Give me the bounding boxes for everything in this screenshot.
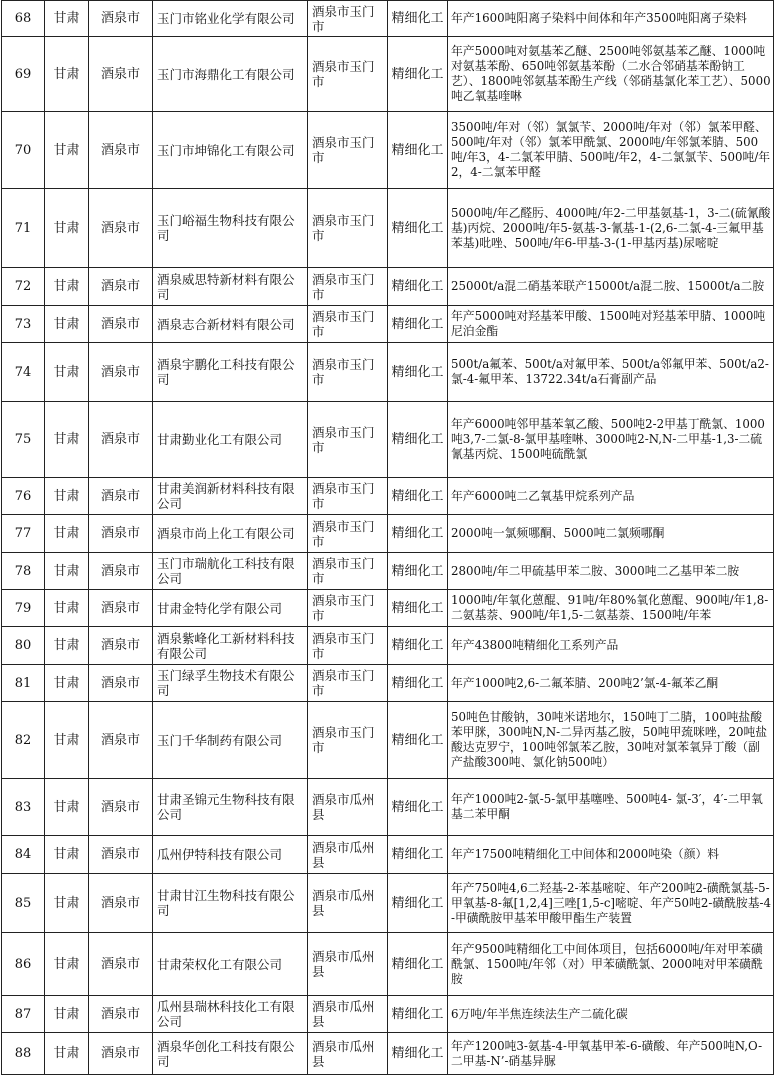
- province-cell: 甘肃: [45, 996, 89, 1033]
- city-cell: 酒泉市: [89, 996, 153, 1033]
- row-number: 72: [2, 268, 45, 306]
- city-cell: 酒泉市: [89, 112, 153, 189]
- row-number: 76: [2, 478, 45, 515]
- location-cell: 酒泉市瓜州县: [308, 933, 388, 996]
- products-cell: 年产5000吨对氨基苯乙醚、2500吨邻氨基苯乙醚、1000吨对氨基苯酚、650吨邻氨基苯酚（二水合邻硝基苯酚钠工艺）、1800吨邻氨基苯酚生产线（邻硝基氯化苯工艺）、5000吨乙氧基喹啉: [448, 37, 774, 112]
- industry-cell: 精细化工: [388, 933, 448, 996]
- products-cell: 年产6000吨二乙氧基甲烷系列产品: [448, 478, 774, 515]
- province-cell: 甘肃: [45, 836, 89, 874]
- products-cell: 年产17500吨精细化工中间体和2000吨染（颜）料: [448, 836, 774, 874]
- industry-cell: 精细化工: [388, 836, 448, 874]
- province-cell: 甘肃: [45, 402, 89, 478]
- province-cell: 甘肃: [45, 112, 89, 189]
- table-row: [2, 665, 774, 702]
- table-row: [2, 779, 774, 836]
- industry-cell: 精细化工: [388, 478, 448, 515]
- location-cell: 酒泉市瓜州县: [308, 874, 388, 933]
- company-cell: 玉门市海鼎化工有限公司: [153, 37, 308, 112]
- industry-cell: 精细化工: [388, 590, 448, 627]
- products-cell: 2800吨/年二甲硫基甲苯二胺、3000吨二乙基甲苯二胺: [448, 553, 774, 590]
- city-cell: 酒泉市: [89, 402, 153, 478]
- company-cell: 玉门峪福生物科技有限公司: [153, 189, 308, 268]
- table-row: [2, 515, 774, 553]
- city-cell: 酒泉市: [89, 1033, 153, 1075]
- row-number: 82: [2, 702, 45, 779]
- industry-cell: 精细化工: [388, 189, 448, 268]
- location-cell: 酒泉市玉门市: [308, 1, 388, 37]
- products-cell: 年产1000吨2-氯-5-氯甲基噻唑、500吨4- 氯-3′，4′-二甲氧基二苯甲酮: [448, 779, 774, 836]
- city-cell: 酒泉市: [89, 268, 153, 306]
- table-row: [2, 836, 774, 874]
- table-row: [2, 553, 774, 590]
- row-number: 78: [2, 553, 45, 590]
- province-cell: 甘肃: [45, 189, 89, 268]
- city-cell: 酒泉市: [89, 665, 153, 702]
- products-cell: 年产6000吨邻甲基苯氧乙酸、500吨2-2甲基丁酰氯、1000吨3,7-二氯-8-氯甲基喹啉、3000吨2-N,N-二甲基-1,3-二硫氰基丙烷、1500吨硫酰氯: [448, 402, 774, 478]
- company-cell: 玉门市瑞航化工科技有限公司: [153, 553, 308, 590]
- location-cell: 酒泉市玉门市: [308, 665, 388, 702]
- products-cell: 年产43800吨精细化工系列产品: [448, 627, 774, 665]
- company-cell: 酒泉威思特新材料有限公司: [153, 268, 308, 306]
- province-cell: 甘肃: [45, 874, 89, 933]
- location-cell: 酒泉市玉门市: [308, 402, 388, 478]
- city-cell: 酒泉市: [89, 1, 153, 37]
- industry-cell: 精细化工: [388, 779, 448, 836]
- row-number: 84: [2, 836, 45, 874]
- products-cell: 2000吨一氯频哪酮、5000吨二氯频哪酮: [448, 515, 774, 553]
- company-cell: 甘肃美润新材料科技有限公司: [153, 478, 308, 515]
- industry-cell: 精细化工: [388, 37, 448, 112]
- industry-cell: 精细化工: [388, 996, 448, 1033]
- row-number: 83: [2, 779, 45, 836]
- row-number: 85: [2, 874, 45, 933]
- province-cell: 甘肃: [45, 627, 89, 665]
- row-number: 79: [2, 590, 45, 627]
- industry-cell: 精细化工: [388, 665, 448, 702]
- province-cell: 甘肃: [45, 515, 89, 553]
- location-cell: 酒泉市玉门市: [308, 515, 388, 553]
- enterprise-table: [1, 0, 774, 1075]
- industry-cell: 精细化工: [388, 112, 448, 189]
- row-number: 87: [2, 996, 45, 1033]
- industry-cell: 精细化工: [388, 702, 448, 779]
- table-row: [2, 478, 774, 515]
- location-cell: 酒泉市玉门市: [308, 112, 388, 189]
- products-cell: 1000吨/年氧化蒽醌、91吨/年80%氧化蒽醌、900吨/年1,8-二氨基萘、900吨/年1,5-二氨基萘、1500吨/年苯: [448, 590, 774, 627]
- province-cell: 甘肃: [45, 268, 89, 306]
- province-cell: 甘肃: [45, 933, 89, 996]
- industry-cell: 精细化工: [388, 515, 448, 553]
- location-cell: 酒泉市玉门市: [308, 37, 388, 112]
- row-number: 68: [2, 1, 45, 37]
- industry-cell: 精细化工: [388, 627, 448, 665]
- province-cell: 甘肃: [45, 665, 89, 702]
- industry-cell: 精细化工: [388, 1, 448, 37]
- province-cell: 甘肃: [45, 1, 89, 37]
- company-cell: 玉门绿孚生物技术有限公司: [153, 665, 308, 702]
- company-cell: 酒泉志合新材料有限公司: [153, 306, 308, 343]
- city-cell: 酒泉市: [89, 933, 153, 996]
- row-number: 81: [2, 665, 45, 702]
- city-cell: 酒泉市: [89, 515, 153, 553]
- company-cell: 玉门市铭业化学有限公司: [153, 1, 308, 37]
- province-cell: 甘肃: [45, 553, 89, 590]
- location-cell: 酒泉市玉门市: [308, 590, 388, 627]
- location-cell: 酒泉市玉门市: [308, 306, 388, 343]
- industry-cell: 精细化工: [388, 1033, 448, 1075]
- products-cell: 年产1000吨2,6-二氟苯腈、200吨2’氯-4-氟苯乙酮: [448, 665, 774, 702]
- city-cell: 酒泉市: [89, 590, 153, 627]
- company-cell: 酒泉宇鹏化工科技有限公司: [153, 343, 308, 402]
- row-number: 73: [2, 306, 45, 343]
- province-cell: 甘肃: [45, 343, 89, 402]
- company-cell: 玉门市坤锦化工有限公司: [153, 112, 308, 189]
- location-cell: 酒泉市玉门市: [308, 478, 388, 515]
- table-row: [2, 874, 774, 933]
- location-cell: 酒泉市玉门市: [308, 189, 388, 268]
- products-cell: 年产9500吨精细化工中间体项目，包括6000吨/年对甲苯磺酰氯、1500吨/年邻（对）甲苯磺酰氯、2000吨对甲苯磺酰胺: [448, 933, 774, 996]
- products-cell: 6万吨/年半焦连续法生产二硫化碳: [448, 996, 774, 1033]
- products-cell: 3500吨/年对（邻）氯氯苄、2000吨/年对（邻）氯苯甲醛、500吨/年对（邻）氯苯甲酰氯、2000吨/年邻氯苯腈、500吨/年3，4-二氯苯甲腈、500吨/年2，4-二氯氯苄、500吨/年2，4-二氯苯甲醛: [448, 112, 774, 189]
- industry-cell: 精细化工: [388, 553, 448, 590]
- row-number: 80: [2, 627, 45, 665]
- table-row: [2, 402, 774, 478]
- products-cell: 50吨色甘酸钠，30吨米诺地尔，150吨丁二腈，100吨盐酸苯甲脒，300吨N,N-二异丙基乙胺，50吨甲巯咪唑，20吨盐酸达克罗宁，100吨邻氯苯乙胺，30吨对氯苯氧异丁酸（副产盐酸300吨、氯化钠500吨）: [448, 702, 774, 779]
- company-cell: 甘肃勤业化工有限公司: [153, 402, 308, 478]
- province-cell: 甘肃: [45, 478, 89, 515]
- table-row: [2, 112, 774, 189]
- table-row: [2, 1033, 774, 1075]
- table-row: [2, 1, 774, 37]
- province-cell: 甘肃: [45, 37, 89, 112]
- city-cell: 酒泉市: [89, 702, 153, 779]
- row-number: 69: [2, 37, 45, 112]
- products-cell: 年产750吨4,6二羟基-2-苯基嘧啶、年产200吨2-磺酰氯基-5-甲氧基-8-氟[1,2,4]三唑[1,5-c]嘧啶、年产50吨2-磺酰胺基-4-甲磺酰胺甲基苯甲酸甲酯生产装置: [448, 874, 774, 933]
- province-cell: 甘肃: [45, 779, 89, 836]
- location-cell: 酒泉市玉门市: [308, 343, 388, 402]
- company-cell: 酒泉紫峰化工新材料科技有限公司: [153, 627, 308, 665]
- company-cell: 瓜州伊特科技有限公司: [153, 836, 308, 874]
- city-cell: 酒泉市: [89, 306, 153, 343]
- row-number: 70: [2, 112, 45, 189]
- province-cell: 甘肃: [45, 702, 89, 779]
- city-cell: 酒泉市: [89, 836, 153, 874]
- row-number: 71: [2, 189, 45, 268]
- table-row: [2, 996, 774, 1033]
- table-row: [2, 627, 774, 665]
- company-cell: 瓜州县瑞林科技化工有限公司: [153, 996, 308, 1033]
- location-cell: 酒泉市瓜州县: [308, 1033, 388, 1075]
- industry-cell: 精细化工: [388, 306, 448, 343]
- company-cell: 酒泉华创化工科技有限公司: [153, 1033, 308, 1075]
- location-cell: 酒泉市玉门市: [308, 268, 388, 306]
- company-cell: 酒泉市尚上化工有限公司: [153, 515, 308, 553]
- location-cell: 酒泉市瓜州县: [308, 996, 388, 1033]
- province-cell: 甘肃: [45, 1033, 89, 1075]
- table-row: [2, 933, 774, 996]
- city-cell: 酒泉市: [89, 343, 153, 402]
- row-number: 86: [2, 933, 45, 996]
- products-cell: 5000吨/年乙醛肟、4000吨/年2-二甲基氨基-1，3-二(硫氰酸基)丙烷、2000吨/年5-氨基-3-氰基-1-(2,6-二氯-4-三氟甲基苯基)吡唑、500吨/年6-甲基-3-(1-甲基丙基)尿嘧啶: [448, 189, 774, 268]
- company-cell: 甘肃金特化学有限公司: [153, 590, 308, 627]
- row-number: 88: [2, 1033, 45, 1075]
- city-cell: 酒泉市: [89, 478, 153, 515]
- products-cell: 500t/a氟苯、500t/a对氟甲苯、500t/a邻氟甲苯、500t/a2-氯-4-氟甲苯、13722.34t/a石膏副产品: [448, 343, 774, 402]
- location-cell: 酒泉市玉门市: [308, 702, 388, 779]
- city-cell: 酒泉市: [89, 189, 153, 268]
- products-cell: 年产5000吨对羟基苯甲酸、1500吨对羟基苯甲腈、1000吨尼泊金酯: [448, 306, 774, 343]
- province-cell: 甘肃: [45, 590, 89, 627]
- city-cell: 酒泉市: [89, 874, 153, 933]
- products-cell: 25000t/a混二硝基苯联产15000t/a混二胺、15000t/a二胺: [448, 268, 774, 306]
- city-cell: 酒泉市: [89, 37, 153, 112]
- city-cell: 酒泉市: [89, 779, 153, 836]
- row-number: 75: [2, 402, 45, 478]
- province-cell: 甘肃: [45, 306, 89, 343]
- table-row: [2, 343, 774, 402]
- row-number: 77: [2, 515, 45, 553]
- location-cell: 酒泉市瓜州县: [308, 836, 388, 874]
- city-cell: 酒泉市: [89, 627, 153, 665]
- table-row: [2, 590, 774, 627]
- table-row: [2, 37, 774, 112]
- table-row: [2, 306, 774, 343]
- company-cell: 甘肃荣权化工有限公司: [153, 933, 308, 996]
- industry-cell: 精细化工: [388, 268, 448, 306]
- table-row: [2, 702, 774, 779]
- table-row: [2, 268, 774, 306]
- row-number: 74: [2, 343, 45, 402]
- location-cell: 酒泉市玉门市: [308, 627, 388, 665]
- company-cell: 甘肃圣锦元生物科技有限公司: [153, 779, 308, 836]
- products-cell: 年产1200吨3-氨基-4-甲氧基甲苯-6-磺酸、年产500吨N,O-二甲基-N’-硝基异脲: [448, 1033, 774, 1075]
- company-cell: 玉门千华制药有限公司: [153, 702, 308, 779]
- location-cell: 酒泉市瓜州县: [308, 779, 388, 836]
- location-cell: 酒泉市玉门市: [308, 553, 388, 590]
- industry-cell: 精细化工: [388, 343, 448, 402]
- table-row: [2, 189, 774, 268]
- company-cell: 甘肃甘江生物科技有限公司: [153, 874, 308, 933]
- products-cell: 年产1600吨阳离子染料中间体和年产3500吨阳离子染料: [448, 1, 774, 37]
- industry-cell: 精细化工: [388, 402, 448, 478]
- city-cell: 酒泉市: [89, 553, 153, 590]
- industry-cell: 精细化工: [388, 874, 448, 933]
